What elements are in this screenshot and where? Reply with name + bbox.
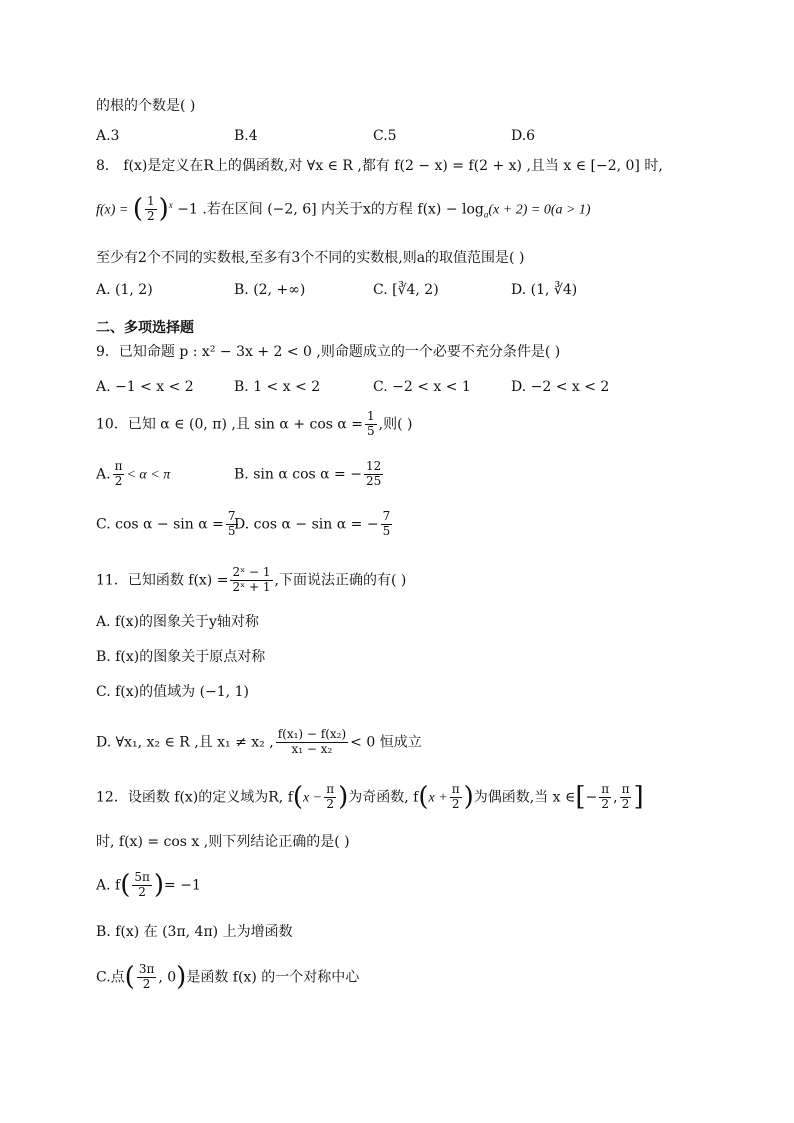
q11-option-d-fraction — [276, 728, 348, 757]
q10-stem-end: ,则( ) — [378, 416, 413, 433]
q10-option-b[interactable] — [234, 460, 385, 489]
option-text: A. f — [96, 877, 121, 894]
q11-option-d[interactable] — [96, 728, 422, 757]
q8-option-b[interactable]: B. (2, +∞) — [234, 282, 306, 298]
q12-option-c-fraction — [137, 963, 157, 992]
paren-icon: ) — [338, 782, 349, 812]
fraction-denominator: 2ˣ + 1 — [232, 579, 271, 594]
q12-text-c: 为奇函数, f — [348, 789, 419, 806]
fraction-denominator: 2 — [146, 209, 155, 224]
q9-stem: 9．已知命题 p : x² − 3x + 2 < 0 ,则命题成立的一个必要不充分条件是( ) — [96, 344, 561, 360]
fraction-numerator: 12 — [365, 459, 382, 473]
fraction-numerator: 7 — [227, 509, 236, 523]
q8-option-d[interactable]: D. (1, ∛4) — [511, 282, 578, 298]
fraction-denominator: 2 — [451, 797, 460, 812]
q12-option-a[interactable] — [96, 870, 201, 901]
fraction-denominator: 2 — [601, 797, 609, 812]
option-text: < α < π — [126, 467, 171, 483]
q8-stem-line1: 8． f(x)是定义在R上的偶函数,对 ∀x ∈ R ,都有 f(2 − x) = f(2 + x) ,且当 x ∈ [−2, 0] 时, — [96, 158, 663, 174]
fraction-numerator: π — [601, 782, 610, 797]
fraction-numerator: π — [451, 782, 460, 797]
q9-option-a[interactable]: A. −1 < x < 2 — [96, 379, 194, 395]
q12-fraction-3 — [599, 783, 611, 812]
fraction-numerator: π — [621, 782, 630, 797]
fraction-numerator: f(x₁) − f(x₂) — [277, 727, 347, 741]
q10-option-c[interactable] — [96, 510, 240, 539]
log-base: a — [483, 209, 489, 220]
q12-text-f: − — [585, 789, 598, 806]
q12-text-a: 12．设函数 f(x)的定义域为R, f — [96, 789, 293, 806]
q9-option-b[interactable]: B. 1 < x < 2 — [234, 379, 321, 395]
fraction-denominator: 2 — [621, 797, 630, 812]
q10-stem-lead: 10．已知 α ∈ (0, π) ,且 sin α + cos α = — [96, 416, 364, 433]
q7-stem-tail: 的根的个数是( ) — [96, 98, 196, 114]
fraction-denominator: x₁ − x₂ — [291, 741, 333, 756]
q8-stem-line2: f(x) = ( $\frac{1}{2}$ )$^x$ −1 .若在区间 (−2, 6] 内关于x的方程 $f(x) - \log_a(x + 2) = 0(a > 1)$ — [96, 194, 591, 224]
option-text-end: = −1 — [164, 877, 201, 894]
q12-stem-line2: 时, f(x) = cos x ,则下列结论正确的是( ) — [96, 834, 350, 850]
q8-left-paren: ( — [132, 194, 143, 224]
q10-option-d-fraction — [381, 510, 393, 539]
q11-stem-lead: 11．已知函数 f(x) = — [96, 572, 229, 589]
fraction-numerator: 7 — [382, 509, 391, 523]
paren-icon: ) — [463, 782, 474, 812]
q10-option-b-fraction — [364, 460, 383, 489]
fraction-numerator: π — [114, 459, 123, 473]
section-heading-multiple-choice: 二、多项选择题 — [96, 320, 194, 336]
option-text-end: < 0 恒成立 — [350, 734, 422, 751]
fraction-numerator: π — [326, 782, 335, 797]
q10-option-a[interactable] — [96, 460, 170, 489]
paren-icon: ( — [124, 962, 135, 992]
bracket-icon: ] — [633, 782, 644, 812]
q12-fraction-2 — [450, 783, 462, 812]
q7-option-a[interactable]: A.3 — [96, 128, 120, 144]
q12-stem-line1: 12．设函数 f(x)的定义域为R, f(x − $\frac{\pi}{2}$ )为奇函数, f(x + $\frac{\pi}{2}$ )为偶函数,当 x ∈[− $\frac{\pi}{2}$ , $\frac{\pi}{2}$ ] — [96, 782, 644, 812]
paren-icon: ( — [120, 870, 131, 900]
q10-fraction — [365, 410, 377, 439]
q7-option-b[interactable]: B.4 — [234, 128, 258, 144]
q7-option-c[interactable]: C.5 — [373, 128, 397, 144]
q12-option-b[interactable]: B. f(x) 在 (3π, 4π) 上为增函数 — [96, 924, 293, 940]
q11-option-b[interactable]: B. f(x)的图象关于原点对称 — [96, 649, 266, 665]
fraction-denominator: 2 — [142, 977, 151, 992]
q11-fraction — [230, 566, 272, 595]
fraction-numerator: 2ˣ − 1 — [232, 565, 271, 579]
option-text-mid: , 0 — [158, 969, 177, 986]
q7-option-d[interactable]: D.6 — [511, 128, 536, 144]
q12-option-a-fraction — [132, 871, 152, 900]
q11-stem-end: ,下面说法正确的有( ) — [274, 572, 407, 589]
fraction-denominator: 2 — [138, 885, 146, 900]
q8-option-c[interactable]: C. [∛4, 2) — [373, 282, 439, 298]
q11-stem — [96, 566, 406, 595]
option-text: C. cos α − sin α = — [96, 516, 224, 533]
fraction-denominator: 25 — [365, 473, 382, 488]
q12-fraction-1 — [324, 783, 336, 812]
option-text-end: 是函数 f(x) 的一个对称中心 — [186, 969, 360, 986]
fraction-numerator: 1 — [146, 194, 155, 209]
q12-text-b: x − — [303, 790, 323, 806]
paren-icon: ) — [153, 870, 165, 900]
q10-option-a-fraction — [113, 460, 125, 489]
option-text: D. ∀x₁, x₂ ∈ R ,且 x₁ ≠ x₂ , — [96, 734, 274, 751]
paren-icon: ( — [418, 782, 429, 812]
q8-option-a[interactable]: A. (1, 2) — [96, 282, 153, 298]
fraction-denominator: 2 — [326, 797, 334, 812]
fraction-numerator: 1 — [367, 409, 375, 423]
fraction-numerator: 5π — [134, 870, 150, 885]
q10-option-d[interactable] — [234, 510, 394, 539]
q9-option-c[interactable]: C. −2 < x < 1 — [373, 379, 471, 395]
paren-icon: ) — [176, 962, 187, 992]
paren-icon: ( — [292, 782, 304, 812]
fraction-numerator: 3π — [138, 962, 155, 977]
option-letter: A. — [96, 466, 111, 483]
q10-stem — [96, 410, 413, 439]
q8-fx-label: f(x) = — [96, 202, 129, 218]
q8-line2-end: (x + 2) = 0(a > 1) — [488, 202, 591, 218]
q12-text-d: x + — [428, 790, 448, 806]
fraction-denominator: 2 — [114, 473, 123, 488]
q8-stem-line3: 至少有2个不同的实数根,至多有3个不同的实数根,则a的取值范围是( ) — [96, 250, 525, 266]
q12-fraction-4 — [620, 783, 632, 812]
q8-line2-rest: −1 .若在区间 (−2, 6] 内关于x的方程 f(x) − log — [177, 201, 484, 218]
option-text: C.点 — [96, 969, 125, 986]
q9-option-d[interactable]: D. −2 < x < 2 — [511, 379, 610, 395]
q12-option-c[interactable] — [96, 962, 359, 993]
bracket-icon: [ — [575, 782, 586, 812]
q11-option-c[interactable]: C. f(x)的值域为 (−1, 1) — [96, 684, 249, 700]
q8-half-fraction — [145, 195, 157, 224]
fraction-denominator: 5 — [382, 523, 391, 538]
q11-option-a[interactable]: A. f(x)的图象关于y轴对称 — [96, 614, 259, 630]
option-text: B. sin α cos α = − — [234, 466, 362, 483]
fraction-denominator: 5 — [367, 423, 375, 438]
option-text: D. cos α − sin α = − — [234, 516, 379, 533]
fraction-denominator: 5 — [227, 523, 236, 538]
q12-text-e: 为偶函数,当 x ∈ — [473, 789, 576, 806]
q8-right-paren: ) — [158, 194, 169, 224]
